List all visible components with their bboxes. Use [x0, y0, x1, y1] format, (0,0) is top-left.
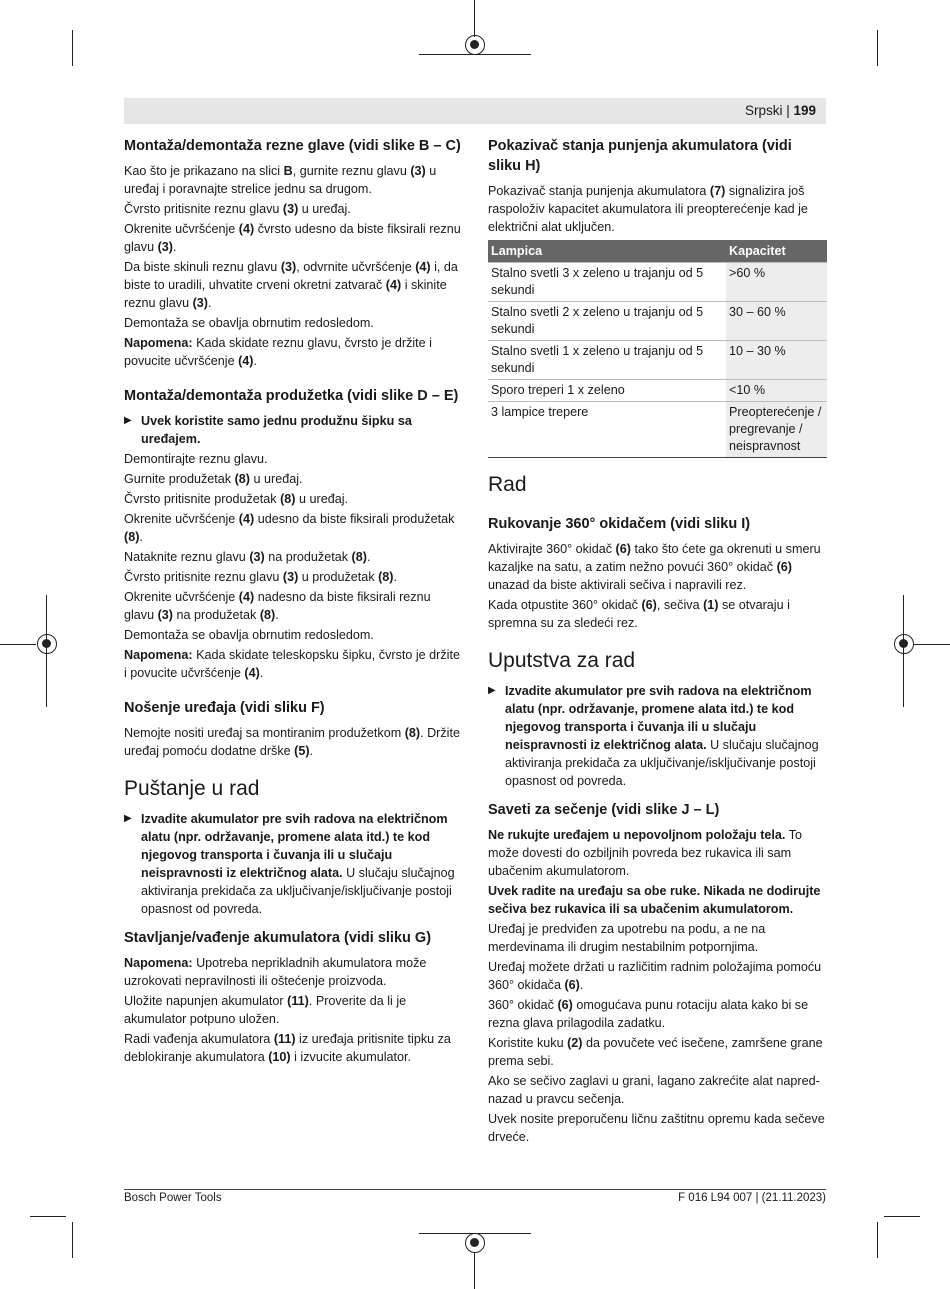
left-column: [124, 136, 464, 1068]
bold-text: (8): [234, 472, 251, 486]
text-segment: i skinite reznu glavu: [124, 278, 447, 310]
text-segment: se otvaraju i spremna su za sledeći rez.: [488, 598, 790, 630]
bold-text: (8): [378, 570, 394, 584]
bold-text: (8): [259, 608, 276, 622]
bold-text: (11): [287, 994, 309, 1008]
note-paragraph: [124, 646, 464, 682]
bold-text: (6): [615, 542, 631, 556]
registration-mark-icon: [37, 634, 57, 654]
crop-mark: [474, 0, 475, 37]
paragraph: [488, 1034, 828, 1070]
bold-text: (2): [567, 1036, 583, 1050]
bold-text: (3): [192, 296, 209, 310]
text-segment: u produžetak: [298, 570, 379, 584]
warning-bullet: [488, 682, 828, 790]
warning-bullet: [124, 412, 464, 448]
paragraph: Uređaj je predviđen za upotrebu na podu, a ne na merdevinama ili drugim nestabilnim potpornjima.: [488, 922, 766, 954]
bold-text: Napomena:: [124, 956, 193, 970]
bold-text: (6): [776, 560, 792, 574]
table-row: [488, 302, 827, 341]
section-title: Nošenje uređaja (vidi sliku F): [124, 700, 325, 716]
footer-divider: [124, 1189, 826, 1190]
bold-text: (3): [282, 570, 299, 584]
text-segment: u uređaj.: [295, 492, 349, 506]
paragraph: [124, 992, 464, 1028]
paragraph: [488, 182, 828, 236]
warning-bullet: [124, 810, 464, 918]
text-segment: .: [139, 530, 143, 544]
text-segment: .: [275, 608, 279, 622]
text-segment: .: [393, 570, 398, 584]
bold-text: (4): [244, 666, 260, 680]
crop-mark: [72, 30, 73, 66]
header-separator: |: [782, 103, 794, 118]
paragraph: [488, 882, 828, 918]
paragraph: [124, 490, 464, 508]
paragraph: Ako se sečivo zaglavi u grani, lagano zakrećite alat napred-nazad u pravcu sečenja.: [488, 1074, 820, 1106]
page-number: 199: [793, 103, 816, 118]
text-segment: signalizira još raspoloživ kapacitet akumulatora ili preopterećenje kad je električni alat uključen.: [488, 184, 808, 234]
header-text: [745, 103, 826, 118]
paragraph: [124, 220, 464, 256]
paragraph: [124, 588, 464, 624]
section-title: Stavljanje/vađenje akumulatora (vidi sliku G): [124, 930, 432, 946]
bold-text: (3): [157, 240, 174, 254]
text-segment: Čvrsto pritisnite reznu glavu: [124, 570, 283, 584]
text-segment: Uložite napunjen akumulator: [124, 994, 288, 1008]
text-segment: Okrenite učvršćenje: [124, 590, 239, 604]
bold-text: (8): [280, 492, 296, 506]
bold-text: (4): [415, 260, 431, 274]
table-cell: Preopterećenje / pregrevanje / neispravnost: [726, 402, 827, 458]
bold-text: (4): [238, 590, 255, 604]
section-title: Pokazivač stanja punjenja akumulatora (vidi sliku H): [488, 138, 792, 174]
bold-text: (1): [703, 598, 719, 612]
paragraph: [124, 200, 464, 218]
text-segment: 360° okidač: [488, 998, 558, 1012]
table-row: [488, 380, 827, 402]
header-language: Srpski: [744, 103, 783, 118]
text-segment: , sečiva: [656, 598, 704, 612]
section-title: Montaža/demontaža produžetka (vidi slike D – E): [124, 388, 459, 404]
bold-text: Uvek radite na uređaju sa obe ruke. Nikada ne dodirujte sečiva bez rukavica ili sa ubačenim akumulatorom.: [488, 884, 821, 916]
paragraph: Demontaža se obavlja obrnutim redosledom.: [124, 316, 374, 330]
chapter-title: Uputstva za rad: [488, 649, 636, 672]
text-segment: To može dovesti do ozbiljnih povreda bez rukavica ili sam ubačenim akumulatorom.: [488, 828, 802, 878]
crop-mark: [30, 1216, 66, 1217]
bold-text: Izvadite akumulator pre svih radova na električnom alatu (npr. održavanje, promene alata itd.) te kod njegovog transporta i čuvanja ili u slučaju neispravnosti iz električnog alata.: [505, 684, 812, 752]
note-paragraph: [124, 954, 464, 990]
chapter-title: Rad: [488, 473, 527, 496]
text-segment: Upotreba neprikladnih akumulatora može uzrokovati nepravilnosti ili oštećenje proizvoda.: [124, 956, 427, 988]
section-title: Montaža/demontaža rezne glave (vidi slike B – C): [124, 138, 461, 154]
paragraph: [488, 996, 828, 1032]
bold-text: (4): [238, 512, 255, 526]
table-row: [488, 402, 827, 458]
bold-text: (5): [294, 744, 310, 758]
crop-mark: [72, 1222, 73, 1258]
section-title: Saveti za sečenje (vidi slike J – L): [488, 802, 720, 818]
table-row: [488, 341, 827, 380]
text-segment: Čvrsto pritisnite produžetak: [124, 492, 281, 506]
crop-mark: [474, 1253, 475, 1289]
footer-publisher: Bosch Power Tools: [124, 1192, 222, 1204]
paragraph: [488, 540, 828, 594]
text-segment: i izvucite akumulator.: [290, 1050, 412, 1064]
registration-mark-icon: [894, 634, 914, 654]
text-segment: Pokazivač stanja punjenja akumulatora: [488, 184, 710, 198]
text-segment: u uređaj.: [250, 472, 303, 486]
bold-text: (7): [709, 184, 726, 198]
text-segment: Radi vađenja akumulatora: [124, 1032, 274, 1046]
text-segment: Kada skidate reznu glavu, čvrsto je držite i povucite učvršćenje: [124, 336, 432, 368]
bold-text: B: [283, 164, 293, 178]
paragraph: [124, 568, 464, 586]
bold-text: (4): [385, 278, 402, 292]
crop-mark: [877, 30, 878, 66]
text-segment: Nataknite reznu glavu: [124, 550, 250, 564]
text-segment: Kada skidate teleskopsku šipku, čvrsto je držite i povucite učvršćenje: [124, 648, 460, 680]
battery-indicator-table: [488, 240, 827, 458]
note-paragraph: [124, 334, 464, 370]
text-segment: u uređaj.: [298, 202, 351, 216]
bold-text: (3): [249, 550, 265, 564]
bold-text: (4): [238, 354, 254, 368]
text-segment: .: [253, 354, 258, 368]
table-cell: Stalno svetli 1 x zeleno u trajanju od 5 sekundi: [488, 341, 726, 380]
table-header: Lampica: [488, 240, 726, 263]
text-segment: da povučete već isečene, zamršene grane prema sebi.: [488, 1036, 823, 1068]
text-segment: .: [366, 550, 371, 564]
text-segment: Okrenite učvršćenje: [124, 222, 239, 236]
table-cell: 10 – 30 %: [726, 341, 827, 380]
text-segment: .: [173, 240, 177, 254]
crop-mark: [0, 644, 36, 645]
paragraph: [488, 826, 828, 880]
text-segment: unazad da biste aktivirali sečiva i napravili rez.: [488, 578, 747, 592]
text-segment: Koristite kuku: [488, 1036, 568, 1050]
text-segment: Nemojte nositi uređaj sa montiranim produžetkom: [124, 726, 405, 740]
table-header: Kapacitet: [726, 240, 827, 263]
paragraph: [488, 596, 828, 632]
text-segment: Kada otpustite 360° okidač: [488, 598, 642, 612]
text-segment: . Držite uređaj pomoću dodatne drške: [124, 726, 460, 758]
table-cell: <10 %: [726, 380, 827, 402]
text-segment: U slučaju slučajnog aktiviranja prekidača za uključivanje/isključivanje postoji opasnost od povreda.: [141, 866, 455, 916]
paragraph: [124, 258, 464, 312]
table-cell: Sporo treperi 1 x zeleno: [488, 380, 726, 402]
text-segment: tako što ćete ga okrenuti u smeru kazaljke na satu, a zatim nežno povući 360° okidač: [488, 542, 821, 574]
text-segment: na produžetak: [173, 608, 260, 622]
section-title: Rukovanje 360° okidačem (vidi sliku I): [488, 516, 751, 532]
registration-mark-icon: [465, 35, 485, 55]
crop-mark: [914, 644, 950, 645]
text-segment: .: [579, 978, 584, 992]
bold-text: (6): [564, 978, 580, 992]
bold-text: (4): [238, 222, 255, 236]
table-cell: Stalno svetli 3 x zeleno u trajanju od 5 sekundi: [488, 263, 726, 302]
text-segment: .: [208, 296, 212, 310]
table-row: [488, 263, 827, 302]
paragraph: [124, 1030, 464, 1066]
bold-text: Ne rukujte uređajem u nepovoljnom položaju tela.: [488, 828, 786, 842]
right-column: [488, 136, 828, 1148]
bold-text: Napomena:: [124, 336, 193, 350]
bold-text: (6): [557, 998, 573, 1012]
bold-text: (8): [404, 726, 421, 740]
text-segment: na produžetak: [264, 550, 352, 564]
text-segment: Aktivirajte 360° okidač: [488, 542, 616, 556]
bold-text: (8): [351, 550, 367, 564]
paragraph: [124, 470, 464, 488]
bold-text: Izvadite akumulator pre svih radova na električnom alatu (npr. održavanje, promene alata itd.) te kod njegovog transporta i čuvanja ili u slučaju neispravnosti iz električnog alata.: [141, 812, 448, 880]
text-segment: .: [259, 666, 264, 680]
paragraph: [124, 162, 464, 198]
paragraph: Demontirajte reznu glavu.: [124, 452, 268, 466]
text-segment: Čvrsto pritisnite reznu glavu: [124, 202, 283, 216]
paragraph: [124, 548, 464, 566]
text-segment: Uređaj možete držati u različitim radnim položajima pomoću 360° okidača: [488, 960, 822, 992]
text-segment: čvrsto udesno da biste fiksirali reznu glavu: [124, 222, 461, 254]
chapter-title: Puštanje u rad: [124, 777, 260, 800]
table-cell: 30 – 60 %: [726, 302, 827, 341]
bold-text: (3): [280, 260, 297, 274]
text-segment: u uređaj i poravnajte strelice jednu sa drugom.: [124, 164, 437, 196]
text-segment: , gurnite reznu glavu: [292, 164, 411, 178]
text-segment: Kao što je prikazano na slici: [124, 164, 284, 178]
table-cell: Stalno svetli 2 x zeleno u trajanju od 5 sekundi: [488, 302, 726, 341]
text-segment: , odvrnite učvršćenje: [296, 260, 416, 274]
crop-mark: [884, 1216, 920, 1217]
table-header-row: [488, 240, 827, 263]
text-segment: . Proverite da li je akumulator potpuno uložen.: [124, 994, 407, 1026]
text-segment: Da biste skinuli reznu glavu: [124, 260, 281, 274]
paragraph: [124, 510, 464, 546]
bold-text: (8): [124, 530, 140, 544]
table-cell: >60 %: [726, 263, 827, 302]
text-segment: i, da biste to uradili, uhvatite crveni okretni zatvarač: [124, 260, 458, 292]
text-segment: udesno da biste fiksirali produžetak: [254, 512, 455, 526]
paragraph: Uvek nosite preporučenu ličnu zaštitnu opremu kada sečeve drveće.: [488, 1112, 825, 1144]
text-segment: .: [309, 744, 314, 758]
warning-text: Uvek koristite samo jednu produžnu šipku sa uređajem.: [141, 414, 412, 446]
table-cell: 3 lampice trepere: [488, 402, 726, 458]
bold-text: (3): [410, 164, 426, 178]
paragraph: Demontaža se obavlja obrnutim redosledom.: [124, 628, 374, 642]
bold-text: Napomena:: [124, 648, 193, 662]
paragraph: [124, 724, 464, 760]
page-header: [124, 98, 826, 124]
bold-text: (3): [157, 608, 174, 622]
text-segment: iz uređaja pritisnite tipku za deblokiranje akumulatora: [124, 1032, 451, 1064]
bold-text: (3): [282, 202, 299, 216]
text-segment: Gurnite produžetak: [124, 472, 235, 486]
crop-mark: [877, 1222, 878, 1258]
bold-text: (11): [273, 1032, 296, 1046]
bold-text: (6): [641, 598, 657, 612]
text-segment: nadesno da biste fiksirali reznu glavu: [124, 590, 431, 622]
text-segment: Okrenite učvršćenje: [124, 512, 239, 526]
registration-mark-icon: [465, 1233, 485, 1253]
text-segment: U slučaju slučajnog aktiviranja prekidača za uključivanje/isključivanje postoji opasnost od povreda.: [505, 738, 819, 788]
footer-doc-id: F 016 L94 007 | (21.11.2023): [678, 1192, 826, 1204]
paragraph: [488, 958, 828, 994]
text-segment: omogućava punu rotaciju alata kako bi se rezna glava prilagodila zadatku.: [488, 998, 809, 1030]
bold-text: (10): [268, 1050, 291, 1064]
